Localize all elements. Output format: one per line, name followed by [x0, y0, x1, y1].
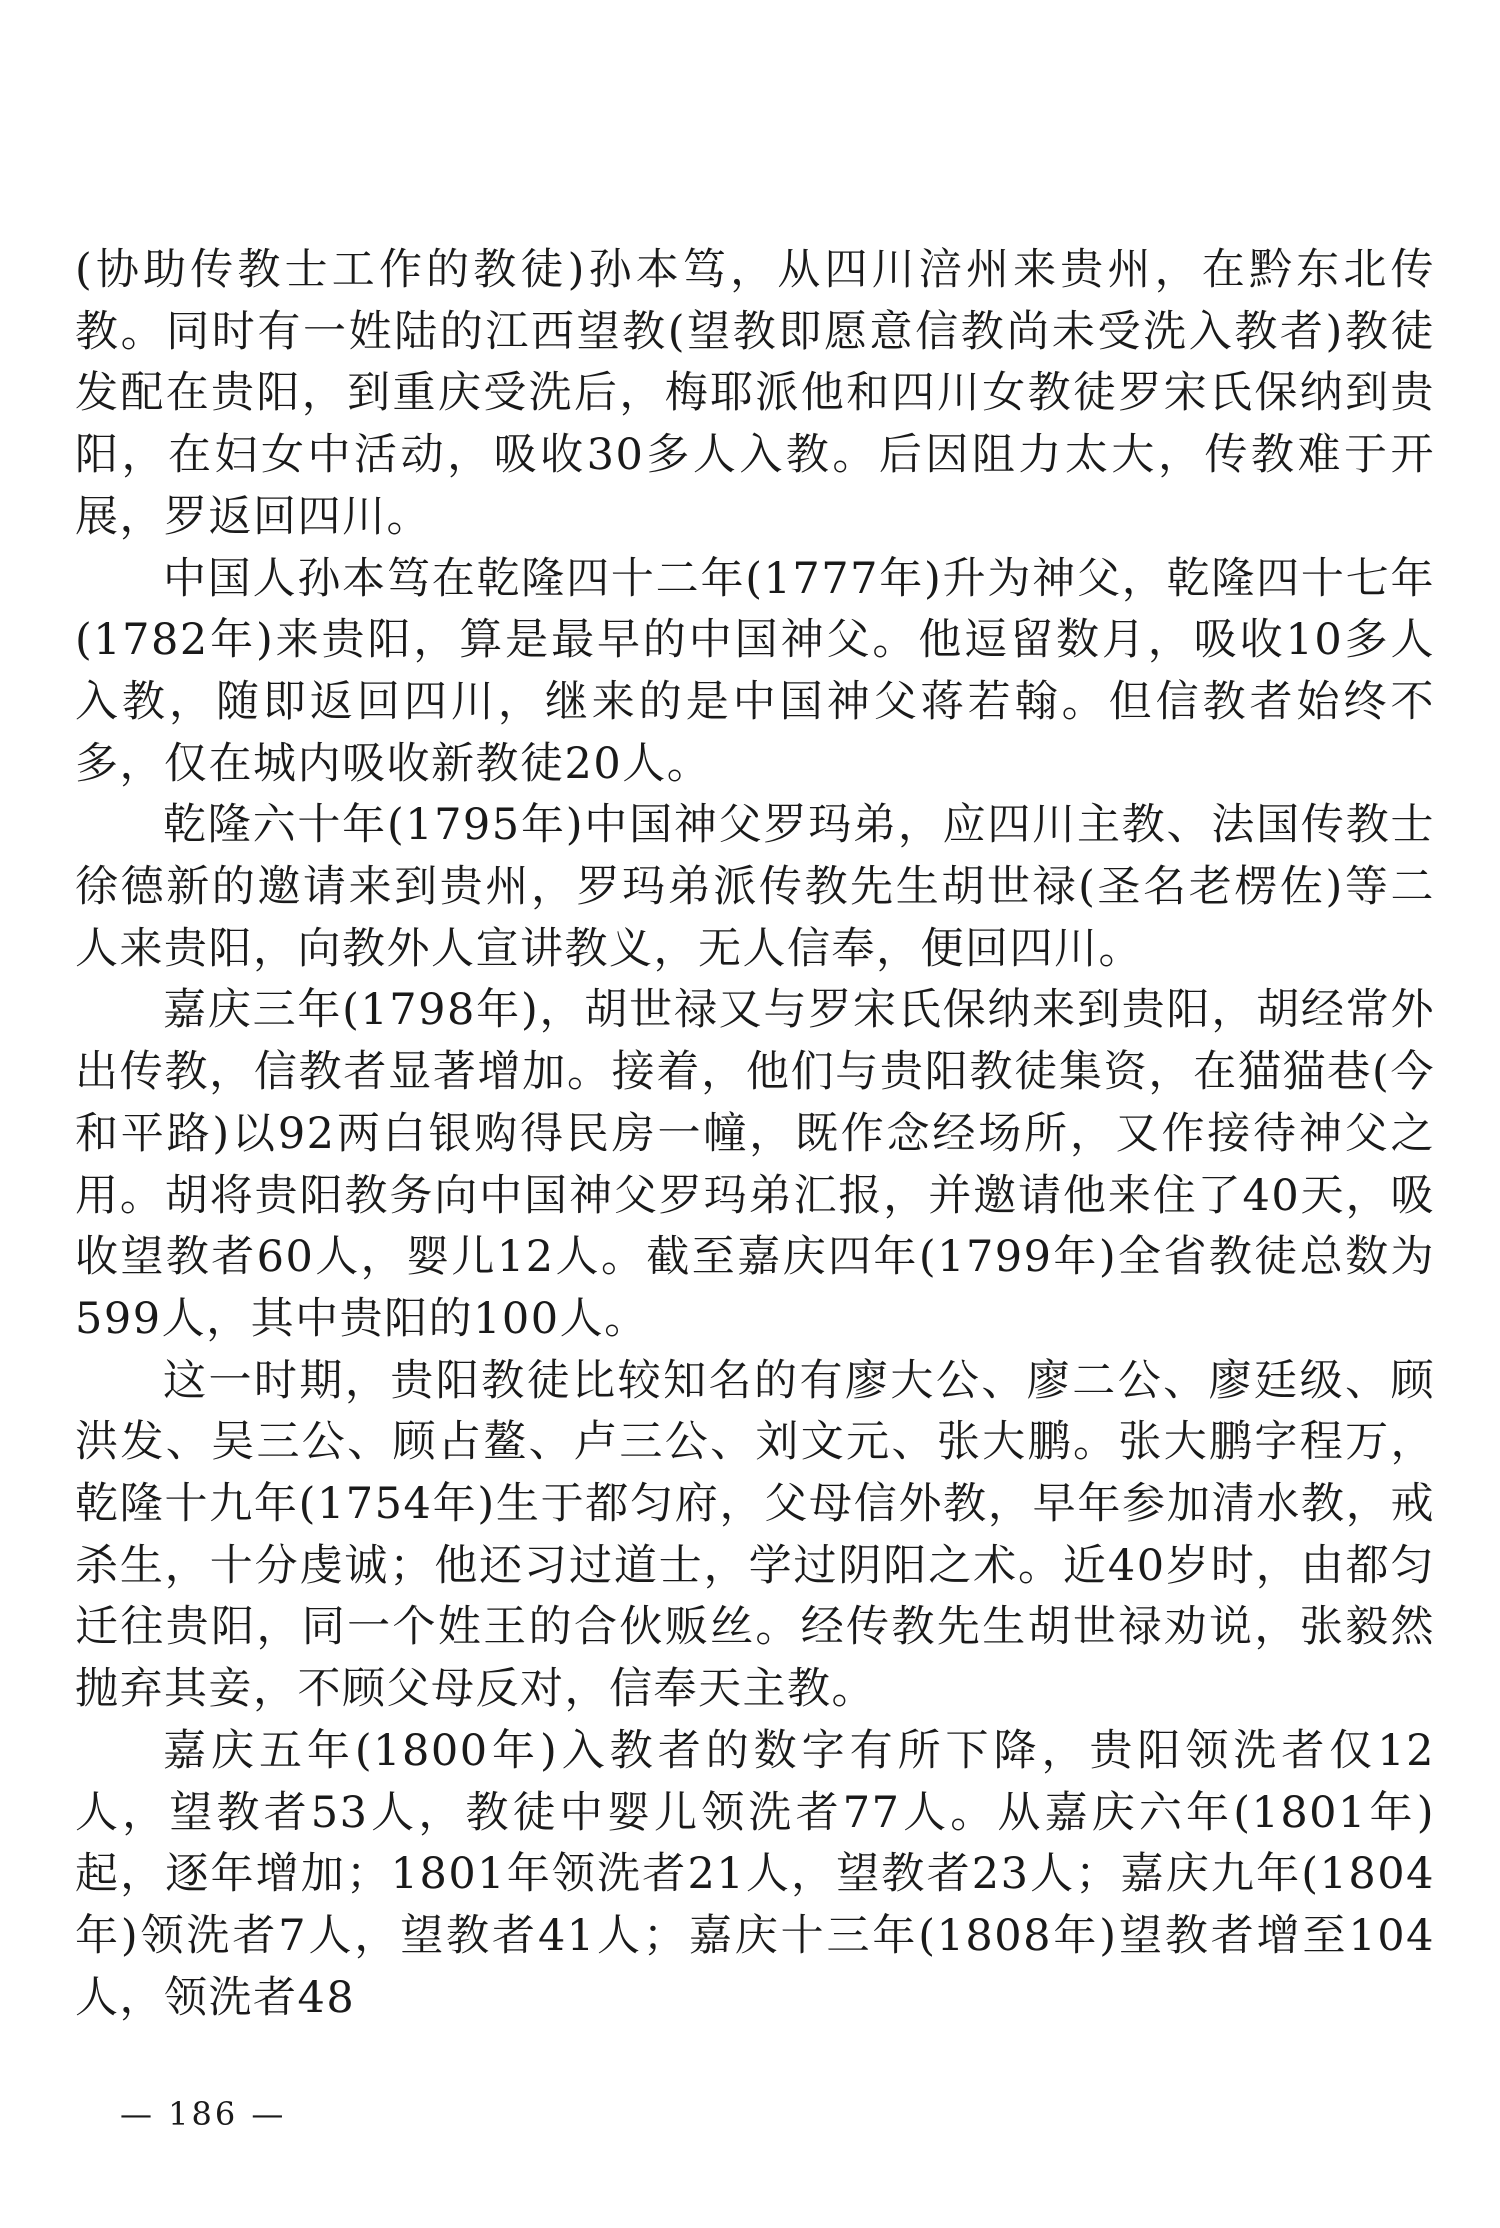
paragraph-2: 中国人孙本笃在乾隆四十二年(1777年)升为神父，乾隆四十七年(1782年)来贵阳，算是最早的中国神父。他逗留数月，吸收10多人入教，随即返回四川，继来的是中国神父蒋若翰。但信教者始终不多，仅在城内吸收新教徒20人。	[75, 553, 1435, 789]
paragraph-5: 这一时期，贵阳教徒比较知名的有廖大公、廖二公、廖廷级、顾洪发、吴三公、顾占鳌、卢三公、刘文元、张大鹏。张大鹏字程万，乾隆十九年(1754年)生于都匀府，父母信外教，早年参加清水教，戒杀生，十分虔诚；他还习过道士，学过阴阳之术。近40岁时，由都匀迁往贵阳，同一个姓王的合伙贩丝。经传教先生胡世禄劝说，张毅然抛弃其妾，不顾父母反对，信奉天主教。	[75, 1355, 1435, 1715]
paragraph-3: 乾隆六十年(1795年)中国神父罗玛弟，应四川主教、法国传教士徐德新的邀请来到贵州，罗玛弟派传教先生胡世禄(圣名老楞佐)等二人来贵阳，向教外人宣讲教义，无人信奉，便回四川。	[75, 800, 1435, 974]
page-number: — 186 —	[120, 2095, 287, 2133]
paragraph-1: (协助传教士工作的教徒)孙本笃，从四川涪州来贵州，在黔东北传教。同时有一姓陆的江西望教(望教即愿意信教尚未受洗入教者)教徒发配在贵阳，到重庆受洗后，梅耶派他和四川女教徒罗宋氏保纳到贵阳，在妇女中活动，吸收30多人入教。后因阻力太大，传教难于开展，罗返回四川。	[75, 245, 1435, 542]
paragraph-4: 嘉庆三年(1798年)，胡世禄又与罗宋氏保纳来到贵阳，胡经常外出传教，信教者显著增加。接着，他们与贵阳教徒集资，在猫猫巷(今和平路)以92两白银购得民房一幢，既作念经场所，又作接待神父之用。胡将贵阳教务向中国神父罗玛弟汇报，并邀请他来住了40天，吸收望教者60人，婴儿12人。截至嘉庆四年(1799年)全省教徒总数为599人，其中贵阳的100人。	[75, 985, 1435, 1344]
paragraph-6: 嘉庆五年(1800年)入教者的数字有所下降，贵阳领洗者仅12人，望教者53人，教徒中婴儿领洗者77人。从嘉庆六年(1801年)起，逐年增加；1801年领洗者21人，望教者23人；嘉庆九年(1804年)领洗者7人，望教者41人；嘉庆十三年(1808年)望教者增至104人，领洗者48	[75, 1725, 1435, 2023]
body-text	[75, 240, 1435, 2029]
